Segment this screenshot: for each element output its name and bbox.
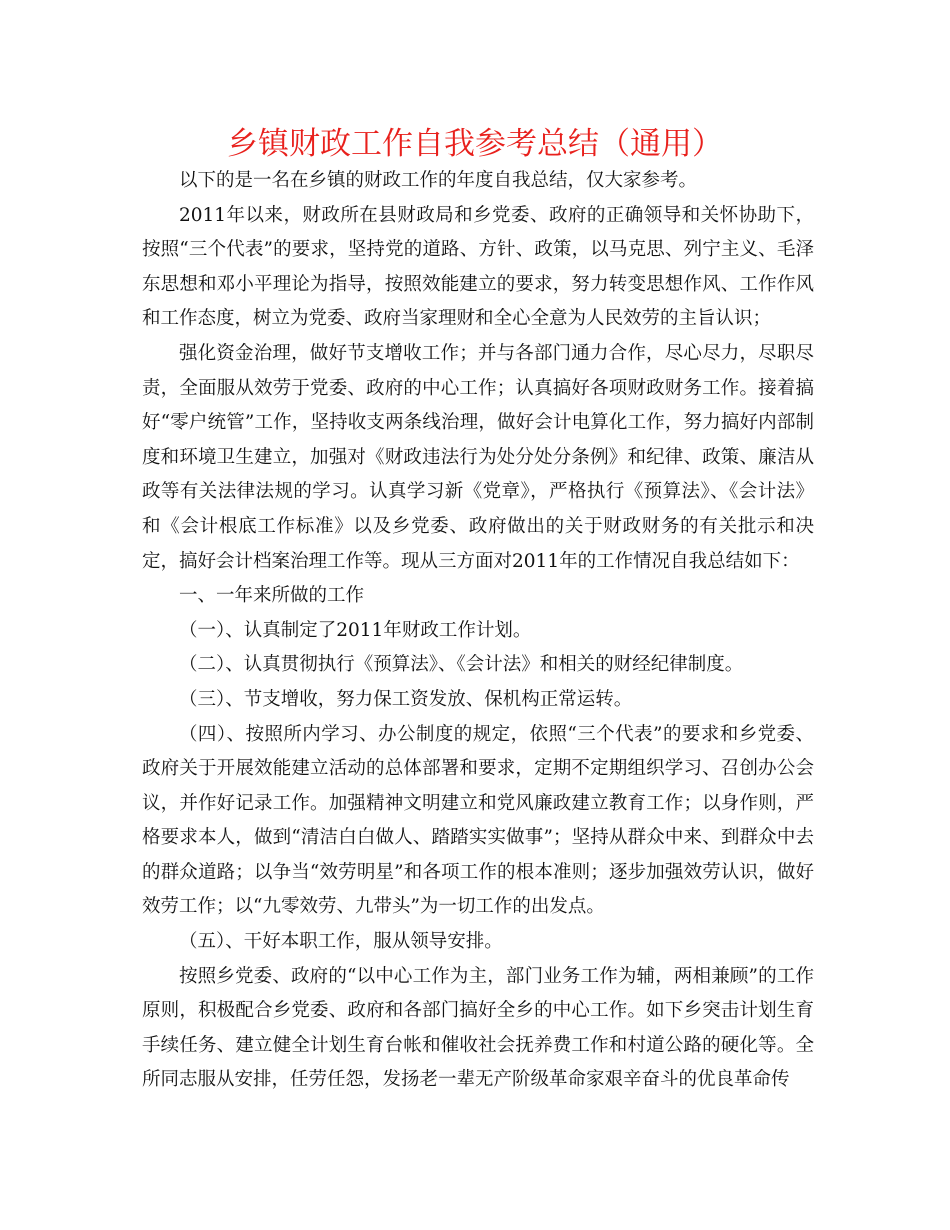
paragraph: 2011年以来，财政所在县财政局和乡党委、政府的正确领导和关怀协助下，按照“三个代表”的要求，坚持党的道路、方针、政策，以马克思、列宁主义、毛泽东思想和邓小平理论为指导，按照效能建立的要求，努力转变思想作风、工作作风和工作态度，树立为党委、政府当家理财和全心全意为人民效劳的主旨认识； bbox=[142, 204, 814, 330]
document-body bbox=[142, 164, 814, 1098]
paragraph: 强化资金治理，做好节支增收工作；并与各部门通力合作，尽心尽力，尽职尽责，全面服从效劳于党委、政府的中心工作；认真搞好各项财政财务工作。接着搞好“零户统管”工作，坚持收支两条线治理，做好会计电算化工作，努力搞好内部制度和环境卫生建立，加强对《财政违法行为处分处分条例》和纪律、政策、廉洁从政等有关法律法规的学习。认真学习新《党章》，严格执行《预算法》、《会计法》和《会计根底工作标准》以及乡党委、政府做出的关于财政财务的有关批示和决定，搞好会计档案治理工作等。现从三方面对2011年的工作情况自我总结如下： bbox=[142, 342, 814, 572]
list-item: （五）、干好本职工作，服从领导安排。 bbox=[179, 931, 503, 953]
list-item: （一）、认真制定了2011年财政工作计划。 bbox=[179, 619, 532, 641]
document-title: 乡镇财政工作自我参考总结（通用） bbox=[227, 126, 723, 162]
paragraph-intro: 以下的是一名在乡镇的财政工作的年度自我总结，仅大家参考。 bbox=[179, 170, 698, 191]
list-item: （三）、节支增收，努力保工资发放、保机构正常运转。 bbox=[179, 688, 633, 710]
list-item: （二）、认真贯彻执行《预算法》、《会计法》和相关的财经纪律制度。 bbox=[179, 654, 744, 676]
paragraph: 按照乡党委、政府的“以中心工作为主，部门业务工作为辅，两相兼顾”的工作原则，积极配合乡党委、政府和各部门搞好全乡的中心工作。如下乡突击计划生育手续任务、建立健全计划生育台帐和催收社会抚养费工作和村道公路的硬化等。全所同志服从安排，任劳任怨，发扬老一辈无产阶级革命家艰辛奋斗的优良革命传 bbox=[142, 965, 814, 1091]
list-item: （四）、按照所内学习、办公制度的规定，依照“三个代表”的要求和乡党委、政府关于开展效能建立活动的总体部署和要求，定期不定期组织学习、召创办公会议，并作好记录工作。加强精神文明建立和党风廉政建立教育工作；以身作则，严格要求本人，做到“清洁白白做人、踏踏实实做事”；坚持从群众中来、到群众中去的群众道路；以争当“效劳明星”和各项工作的根本准则；逐步加强效劳认识，做好效劳工作；以“九零效劳、九带头”为一切工作的出发点。 bbox=[142, 723, 814, 918]
section-heading: 一、一年来所做的工作 bbox=[179, 585, 365, 607]
